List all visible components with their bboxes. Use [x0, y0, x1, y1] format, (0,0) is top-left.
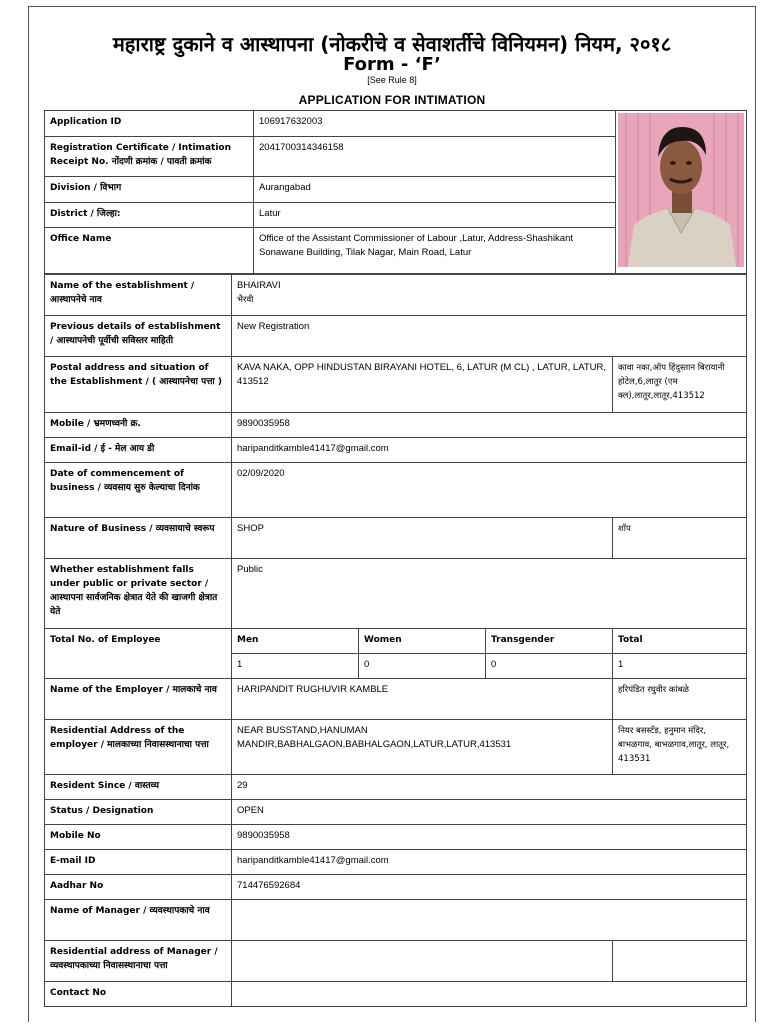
establishment-name-mr: भैरवी	[237, 295, 254, 305]
employer-name-label: Name of the Employer / मालकाचे नाव	[45, 679, 232, 720]
emp-value-men: 1	[232, 654, 359, 679]
manager-name-label: Name of Manager / व्यवस्थापकाचे नाव	[45, 900, 232, 941]
nature-label: Nature of Business / व्यवसायाचे स्वरूप	[45, 518, 232, 559]
commencement-value: 02/09/2020	[232, 463, 747, 518]
establishment-name-en: BHAIRAVI	[237, 280, 281, 291]
form-label: Form - ‘F’	[343, 54, 441, 75]
nature-value-mr: शॉप	[613, 518, 747, 559]
resident-since-label: Resident Since / वास्तव्य	[45, 775, 232, 800]
emp-header-women: Women	[359, 629, 486, 654]
rule-reference: [See Rule 8]	[367, 75, 417, 85]
manager-address-en	[232, 941, 613, 982]
aadhar-value: 714476592684	[232, 875, 747, 900]
sector-label: Whether establishment falls under public or private sector / आस्थापना सार्वजनिक क्षेत्रात येते की खाजगी क्षेत्रात येते	[45, 559, 232, 629]
mobile-value: 9890035958	[232, 413, 747, 438]
postal-address-label: Postal address and situation of the Establishment / ( आस्थापनेचा पत्ता )	[45, 357, 232, 413]
application-title: APPLICATION FOR INTIMATION	[298, 93, 486, 107]
sector-value: Public	[232, 559, 747, 629]
aadhar-label: Aadhar No	[45, 875, 232, 900]
manager-address-label: Residential address of Manager / व्यवस्थापकाच्या निवासस्थानाचा पत्ता	[45, 941, 232, 982]
registration-label: Registration Certificate / Intimation Receipt No. नोंदणी क्रमांक / पावती क्रमांक	[45, 137, 254, 177]
employer-address-en: NEAR BUSSTAND,HANUMAN MANDIR,BABHALGAON,BABHALGAON,LATUR,LATUR,413531	[232, 720, 613, 775]
employer-address-label: Residential Address of the employer / मालकाच्या निवासस्थानाचा पत्ता	[45, 720, 232, 775]
applicant-photo-image	[618, 113, 744, 267]
top-details-table	[44, 110, 747, 274]
employer-address-mr: नियर बसस्टॅंड, हनुमान मंदिर, बाभळगाव, बाभळगाव,लातूर, लातूर, 413531	[613, 720, 747, 775]
establishment-name-label: Name of the establishment / आस्थापनेचे नाव	[45, 275, 232, 316]
employer-email-value: haripanditkamble41417@gmail.com	[232, 850, 747, 875]
employer-mobile-label: Mobile No	[45, 825, 232, 850]
employer-mobile-value: 9890035958	[232, 825, 747, 850]
form-title-marathi: महाराष्ट्र दुकाने व आस्थापना (नोकरीचे व सेवाशर्तीचे विनियमन) नियम, २०१८	[112, 32, 672, 56]
office-label: Office Name	[45, 228, 254, 274]
applicant-photo	[618, 113, 744, 267]
email-value: haripanditkamble41417@gmail.com	[232, 438, 747, 463]
postal-address-en: KAVA NAKA, OPP HINDUSTAN BIRAYANI HOTEL, 6, LATUR (M CL) , LATUR, LATUR, 413512	[232, 357, 613, 413]
email-label: Email-id / ई - मेल आय डी	[45, 438, 232, 463]
district-value: Latur	[254, 203, 616, 228]
office-value: Office of the Assistant Commissioner of Labour ,Latur, Address-Shashikant Sonawane Building, Tilak Nagar, Main Road, Latur	[254, 228, 616, 274]
establishment-name-value	[232, 275, 747, 316]
contact-no-value	[232, 982, 747, 1007]
division-label: Division / विभाग	[45, 177, 254, 203]
contact-no-label: Contact No	[45, 982, 232, 1007]
status-value: OPEN	[232, 800, 747, 825]
emp-value-women: 0	[359, 654, 486, 679]
resident-since-value: 29	[232, 775, 747, 800]
emp-header-men: Men	[232, 629, 359, 654]
applicant-photo-cell	[616, 111, 747, 274]
mobile-label: Mobile / भ्रमणध्वनी क्र.	[45, 413, 232, 438]
postal-address-mr: कावा नका,ऑप हिंदुस्तान बिरायानी होटेल,6,लातूर (एम क्ल),लातूर,लातूर,413512	[613, 357, 747, 413]
emp-header-total: Total	[613, 629, 747, 654]
details-table	[44, 274, 747, 1007]
manager-name-value	[232, 900, 747, 941]
employer-email-label: E-mail ID	[45, 850, 232, 875]
manager-address-mr	[613, 941, 747, 982]
application-id-label: Application ID	[45, 111, 254, 137]
emp-header-transgender: Transgender	[486, 629, 613, 654]
previous-details-value: New Registration	[232, 316, 747, 357]
previous-details-label: Previous details of establishment / आस्थापनेची पूर्वीची सविस्तर माहिती	[45, 316, 232, 357]
employees-label: Total No. of Employee	[45, 629, 232, 679]
employer-name-en: HARIPANDIT RUGHUVIR KAMBLE	[232, 679, 613, 720]
application-id-value: 106917632003	[254, 111, 616, 137]
employer-name-mr: हरिपंडित रघुवीर कांबळे	[613, 679, 747, 720]
commencement-label: Date of commencement of business / व्यवसाय सुरु केल्याचा दिनांक	[45, 463, 232, 518]
district-label: District / जिल्हा:	[45, 203, 254, 228]
emp-value-transgender: 0	[486, 654, 613, 679]
registration-value: 2041700314346158	[254, 137, 616, 177]
status-label: Status / Designation	[45, 800, 232, 825]
division-value: Aurangabad	[254, 177, 616, 203]
emp-value-total: 1	[613, 654, 747, 679]
nature-value-en: SHOP	[232, 518, 613, 559]
